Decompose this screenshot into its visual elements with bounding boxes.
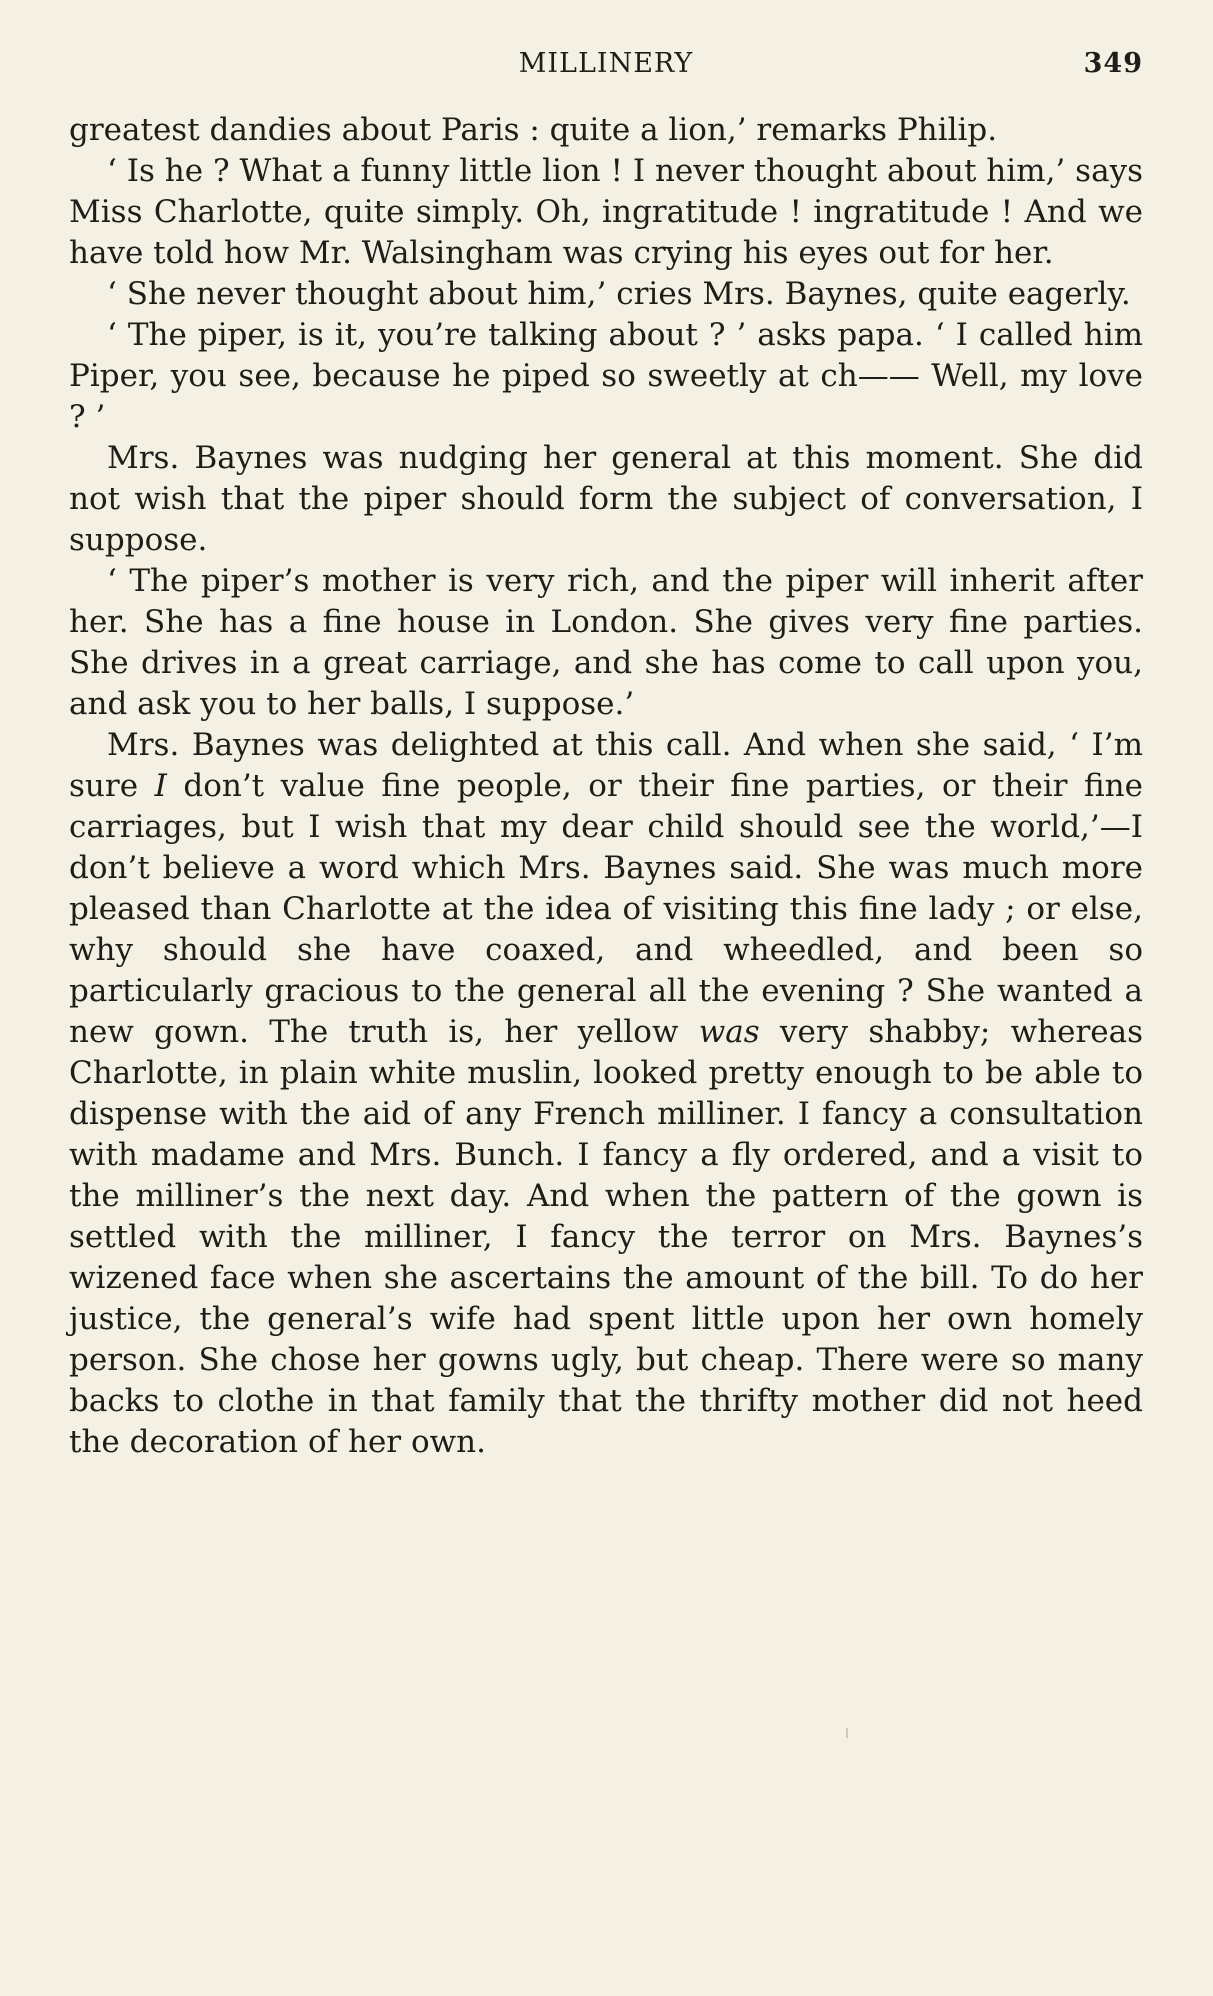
paragraph: Mrs. Baynes was nudging her general at this moment. She did not wish that the piper should form the subject of conversation, I suppose. xyxy=(69,440,1143,558)
running-head xyxy=(69,48,1143,88)
paper-speck xyxy=(846,1728,848,1738)
book-page xyxy=(69,48,1143,1463)
paragraph-continued: greatest dandies about Paris : quite a lion,’ remarks Philip. xyxy=(69,112,998,148)
paragraph: ‘ Is he ? What a funny little lion ! I never thought about him,’ says Miss Charlotte, quite simply. Oh, ingratitude ! ingratitude ! And we have told how Mr. Walsingham was crying his eyes out for her. xyxy=(69,153,1143,271)
paragraph-text: very shabby; whereas Charlotte, in plain white muslin, looked pretty enough to be able to dispense with the aid of any French milliner. I fancy a consultation with madame and Mrs. Bunch. I fancy a fly ordered, and a visit to the milliner’s the next day. And when the pattern of the gown is settled with the milliner, I fancy the terror on Mrs. Baynes’s wizened face when she ascertains the amount of the bill. To do her justice, the general’s wife had spent little upon her own homely person. She chose her gowns ugly, but cheap. There were so many backs to clothe in that family that the thrifty mother did not heed the decoration of her own. xyxy=(69,1014,1144,1460)
paragraph: ‘ The piper’s mother is very rich, and the piper will inherit after her. She has a fine house in London. She gives very fine parties. She drives in a great carriage, and she has come to call upon you, and ask you to her balls, I suppose.’ xyxy=(69,563,1143,722)
italic-text: was xyxy=(698,1014,760,1050)
italic-text: I xyxy=(154,768,167,804)
paragraph-text: Mrs. Baynes was delighted at this call. And when she said, ‘ I’m sure xyxy=(69,727,1143,804)
paragraph: ‘ The piper, is it, you’re talking about ? ’ asks papa. ‘ I called him Piper, you see, because he piped so sweetly at ch—— Well, my love ? ’ xyxy=(69,317,1143,435)
running-title: MILLINERY xyxy=(518,48,694,79)
body-text xyxy=(69,110,1143,1463)
paragraph xyxy=(69,725,1143,1463)
page-number: 349 xyxy=(1083,48,1143,79)
paragraph: ‘ She never thought about him,’ cries Mrs. Baynes, quite eagerly. xyxy=(107,276,1131,312)
paragraph-text: don’t value fine people, or their fine parties, or their fine carriages, but I wish that my dear child should see the world,’—I don’t believe a word which Mrs. Baynes said. She was much more pleased than Charlotte at the idea of visiting this fine lady ; or else, why should she have coaxed, and wheedled, and been so particularly gracious to the general all the evening ? She wanted a new gown. The truth is, her yellow xyxy=(69,768,1143,1050)
